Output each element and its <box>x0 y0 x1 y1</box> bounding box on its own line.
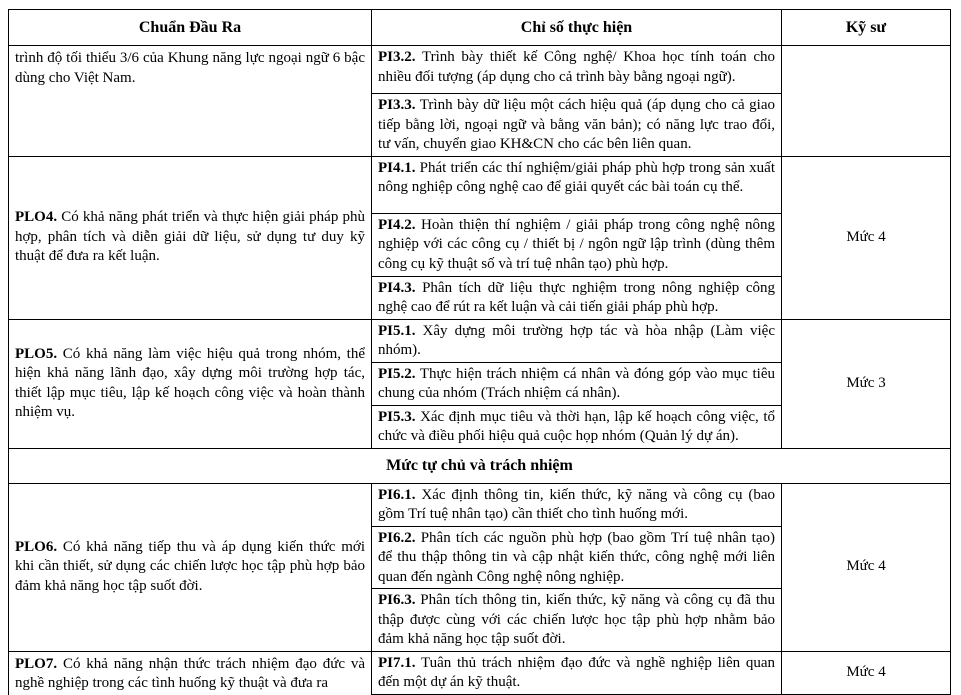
pi-code: PI6.2. <box>378 529 416 546</box>
outcome-cell <box>9 46 372 157</box>
outcome-cell <box>9 156 372 319</box>
pi-code: PI7.1. <box>378 654 416 671</box>
pi-text: Xây dựng môi trường hợp tác và hòa nhập (Làm việc nhóm). <box>378 322 775 358</box>
outcome-cell <box>9 483 372 651</box>
outcome-text: Có khả năng nhận thức trách nhiệm đạo đức và nghề nghiệp trong các tình huống kỹ thuật và đưa ra <box>15 655 365 691</box>
table-row <box>9 319 951 362</box>
pi-cell <box>372 483 782 526</box>
pi-cell <box>372 405 782 448</box>
pi-cell <box>372 276 782 319</box>
outcome-cell <box>9 651 372 695</box>
table-row <box>9 46 951 94</box>
pi-text: Hoàn thiện thí nghiệm / giải pháp trong công nghệ nông nghiệp với các công cụ / thiết bị / ngôn ngữ lập trình (dùng thêm công cụ kỹ thuật số và trí tuệ nhân tạo) phù hợp. <box>378 216 776 272</box>
pi-text: Tuân thủ trách nhiệm đạo đức và nghề nghiệp liên quan đến một dự án kỹ thuật. <box>378 654 775 690</box>
column-header-outcome: Chuẩn Đầu Ra <box>9 10 372 46</box>
pi-text: Phát triển các thí nghiệm/giải pháp phù hợp trong sản xuất nông nghiệp công nghệ cao để giải quyết các bài toán cụ thể. <box>378 159 775 195</box>
pi-cell <box>372 213 782 276</box>
level-cell: Mức 4 <box>782 156 951 319</box>
learning-outcomes-table <box>8 9 951 695</box>
pi-code: PI4.2. <box>378 216 416 233</box>
outcome-text: Có khả năng phát triển và thực hiện giải pháp phù hợp, phân tích và diễn giải dữ liệu, sử dụng tư duy kỹ thuật để đưa ra kết luận. <box>15 209 365 265</box>
pi-cell <box>372 651 782 695</box>
pi-code: PI3.2. <box>378 49 416 65</box>
pi-code: PI5.1. <box>378 322 416 339</box>
column-header-indicator: Chỉ số thực hiện <box>372 10 782 46</box>
outcome-code: PLO5. <box>15 345 58 362</box>
pi-cell <box>372 94 782 157</box>
pi-text: Thực hiện trách nhiệm cá nhân và đóng góp vào mục tiêu chung của nhóm (Trách nhiệm cá nhân). <box>378 365 775 401</box>
table-row <box>9 651 951 695</box>
pi-code: PI6.3. <box>378 592 416 608</box>
level-cell <box>782 46 951 157</box>
level-cell: Mức 3 <box>782 319 951 448</box>
level-cell: Mức 4 <box>782 651 951 695</box>
table-row <box>9 483 951 526</box>
pi-code: PI6.1. <box>378 486 416 503</box>
pi-text: Xác định thông tin, kiến thức, kỹ năng và công cụ (bao gồm Trí tuệ nhân tạo) cần thiết cho tình huống mới. <box>378 486 775 522</box>
pi-code: PI3.3. <box>378 97 416 113</box>
pi-text: Trình bày thiết kế Công nghệ/ Khoa học tính toán cho nhiều đối tượng (áp dụng cho cả trình bày bằng ngoại ngữ). <box>378 49 775 85</box>
column-header-engineer: Kỹ sư <box>782 10 951 46</box>
pi-text: Phân tích các nguồn phù hợp (bao gồm Trí tuệ nhân tạo) để thu thập thông tin và cập nhật kiến thức, công nghệ mới liên quan đến ngành Công nghệ nông nghiệp. <box>378 529 775 585</box>
pi-cell <box>372 319 782 362</box>
pi-text: Phân tích dữ liệu thực nghiệm trong nông nghiệp công nghệ cao để rút ra kết luận và cải tiến giải pháp phù hợp. <box>378 279 775 315</box>
pi-code: PI5.2. <box>378 365 416 382</box>
pi-code: PI4.1. <box>378 159 416 176</box>
outcome-text: trình độ tối thiểu 3/6 của Khung năng lực ngoại ngữ 6 bậc dùng cho Việt Nam. <box>15 50 365 86</box>
outcome-cell <box>9 319 372 448</box>
section-header-row <box>9 448 951 483</box>
outcome-code: PLO4. <box>15 209 58 226</box>
pi-cell <box>372 46 782 94</box>
table-row <box>9 156 951 213</box>
pi-cell <box>372 362 782 405</box>
outcome-text: Có khả năng làm việc hiệu quả trong nhóm, thể hiện khả năng lãnh đạo, xây dựng môi trường hợp tác, thiết lập mục tiêu, lập kế hoạch công việc và hoàn thành nhiệm vụ. <box>15 345 365 420</box>
outcome-code: PLO7. <box>15 655 58 672</box>
pi-cell <box>372 526 782 589</box>
pi-text: Trình bày dữ liệu một cách hiệu quả (áp dụng cho cả giao tiếp bằng lời, ngoại ngữ và bằng văn bản); có năng lực trao đổi, tư vấn, chuyển giao KH&CN cho các bên liên quan. <box>378 97 775 152</box>
header-row <box>9 10 951 46</box>
pi-cell <box>372 589 782 652</box>
section-header: Mức tự chủ và trách nhiệm <box>9 448 951 483</box>
pi-cell <box>372 156 782 213</box>
outcome-code: PLO6. <box>15 538 58 555</box>
pi-text: Phân tích thông tin, kiến thức, kỹ năng và công cụ đã thu thập được cùng với các chiến lược học tập phù hợp nhằm bảo đảm khả năng học tập suốt đời. <box>378 592 776 647</box>
pi-text: Xác định mục tiêu và thời hạn, lập kế hoạch công việc, tổ chức và điều phối hiệu quả cuộc họp nhóm (Quản lý dự án). <box>378 408 776 444</box>
pi-code: PI4.3. <box>378 279 416 296</box>
level-cell: Mức 4 <box>782 483 951 651</box>
outcome-text: Có khả năng tiếp thu và áp dụng kiến thức mới khi cần thiết, sử dụng các chiến lược học tập phù hợp bảo đảm khả năng học tập suốt đời. <box>15 538 366 594</box>
pi-code: PI5.3. <box>378 408 416 425</box>
